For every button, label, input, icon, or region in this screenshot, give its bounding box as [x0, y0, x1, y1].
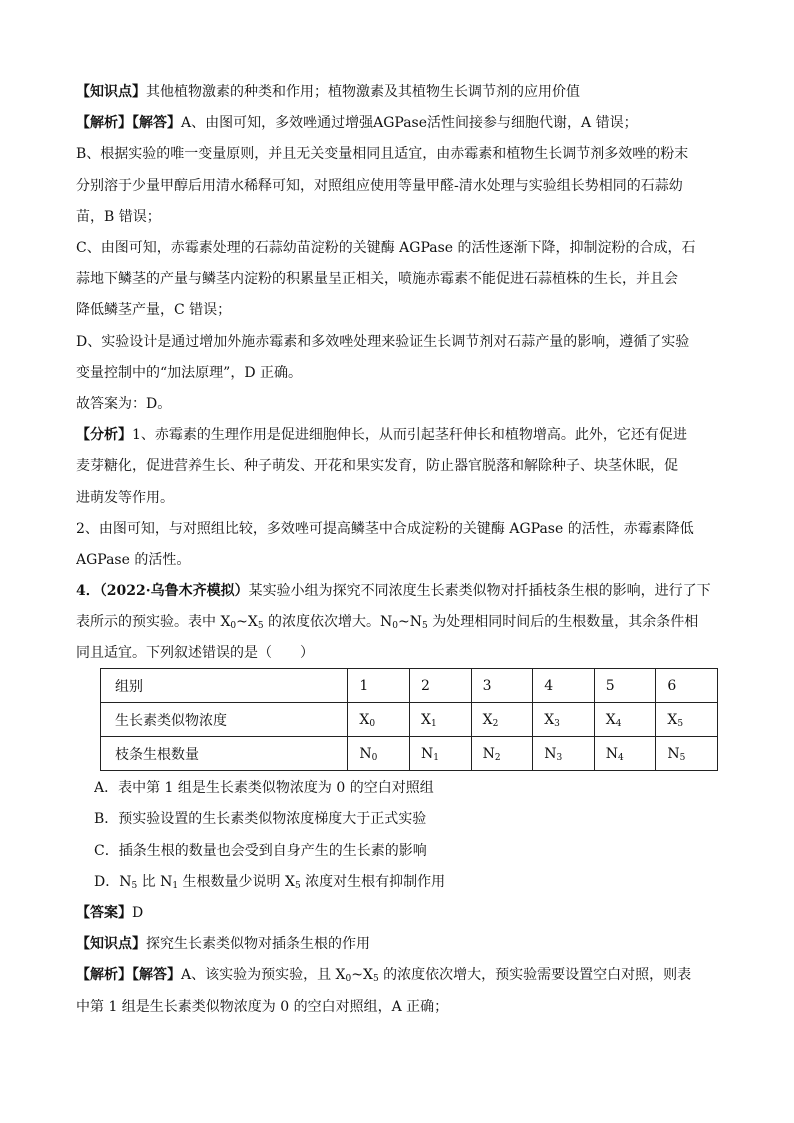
- cell-letter: N: [482, 745, 495, 762]
- cell-sub: 0: [369, 718, 376, 729]
- cell-letter: N: [667, 745, 680, 762]
- answer-line: [76, 903, 736, 923]
- table-cell: 5: [594, 669, 656, 703]
- analysis-section-line-5: AGPase 的活性。: [76, 552, 191, 568]
- table-cell: [348, 703, 410, 737]
- cell-sub: 5: [679, 752, 686, 763]
- table-cell: 3: [471, 669, 533, 703]
- cell-letter: N: [421, 745, 434, 762]
- analysis-2-text: ~X: [351, 967, 373, 983]
- analysis-c-line-3: 降低鳞茎产量，C 错误；: [76, 302, 232, 318]
- question-number: 4．: [76, 583, 100, 599]
- option-d-text: 比 N: [137, 874, 173, 890]
- stem-text: 为处理相同时间后的生根数量，其余条件相: [427, 614, 699, 630]
- question-source: （2022·乌鲁木齐模拟）: [99, 583, 249, 599]
- option-d-text: 浓度对生根有抑制作用: [300, 874, 446, 890]
- analysis-section-text: 1、赤霉素的生理作用是促进细胞伸长，从而引起茎秆伸长和植物增高。此外，它还有促进: [132, 427, 687, 443]
- question-4-line-2: [76, 612, 736, 632]
- knowledge-point-line: [76, 82, 736, 102]
- table-row-rooting: [101, 737, 718, 771]
- table-cell: [594, 703, 656, 737]
- analysis-2-line-2: 中第 1 组是生长素类似物浓度为 0 的空白对照组，A 正确；: [76, 999, 449, 1015]
- analysis-section-line-1: [76, 425, 736, 445]
- answer-text: D: [132, 905, 144, 921]
- cell-sub: 1: [433, 752, 439, 763]
- question-stem-1: 某实验小组为探究不同浓度生长素类似物对扦插枝条生根的影响，进行了下: [248, 583, 711, 599]
- analysis-d-line-1: D、实验设计是通过增加外施赤霉素和多效唑处理来验证生长调节剂对石蒜产量的影响，遵循了实验: [76, 334, 690, 350]
- stem-text: ~X: [236, 614, 258, 630]
- cell-sub: 2: [494, 752, 501, 763]
- table-cell: [471, 703, 533, 737]
- analysis-2-text: A、该实验为预实验，且 X: [181, 967, 346, 983]
- table-cell: [533, 737, 595, 771]
- option-d-text: 生根数量少说明 X: [178, 874, 295, 890]
- cell-sub: 2: [492, 718, 499, 729]
- stem-text: 表所示的预实验。表中 X: [76, 614, 231, 630]
- analysis-b-line-2: 分别溶于少量甲醇后用清水稀释可知，对照组应使用等量甲醛-清水处理与实验组长势相同的石蒜幼: [76, 178, 683, 194]
- option-d-text: D．N: [94, 874, 132, 890]
- cell-letter: X: [359, 711, 370, 728]
- option-d-sub: 5: [131, 881, 138, 891]
- analysis-c-line-1: C、由图可知，赤霉素处理的石蒜幼苗淀粉的关键酶 AGPase 的活性逐渐下降，抑制淀粉的合成，石: [76, 240, 696, 256]
- table-cell: 4: [533, 669, 595, 703]
- experiment-table: [100, 668, 718, 771]
- analysis-line-a: [76, 113, 736, 133]
- table-cell: [471, 737, 533, 771]
- question-4-line-1: [76, 581, 736, 601]
- analysis-text-a: A、由图可知，多效唑通过增强AGPase活性间接参与细胞代谢，A 错误；: [181, 115, 638, 131]
- table-row-group: [101, 669, 718, 703]
- table-cell: [410, 737, 472, 771]
- knowledge-point-label-2: 【知识点】: [76, 936, 146, 952]
- analysis-section-line-2: 麦芽糖化，促进营养生长、种子萌发、开花和果实发育，防止器官脱落和解除种子、块茎休眠，促: [76, 458, 678, 474]
- analysis-section-label: 【分析】: [76, 427, 132, 443]
- table-cell: [348, 737, 410, 771]
- table-cell: [533, 703, 595, 737]
- cell-letter: X: [482, 711, 493, 728]
- table-row-concentration: [101, 703, 718, 737]
- stem-text: ~N: [398, 614, 423, 630]
- analysis-c-line-2: 蒜地下鳞茎的产量与鳞茎内淀粉的积累量呈正相关，喷施赤霉素不能促进石蒜植株的生长，并且会: [76, 271, 678, 287]
- cell-sub: 3: [556, 752, 563, 763]
- knowledge-point-text-2: 探究生长素类似物对插条生根的作用: [146, 936, 370, 952]
- table-cell: [656, 737, 718, 771]
- analysis-label-2: 【解析】【解答】: [76, 967, 181, 983]
- cell-sub: 1: [430, 718, 437, 729]
- answer-label: 【答案】: [76, 905, 132, 921]
- cell-sub: 4: [615, 718, 622, 729]
- cell-letter: N: [605, 745, 619, 762]
- analysis-d-line-2: 变量控制中的“加法原理”，D 正确。: [76, 365, 302, 381]
- option-c: C．插条生根的数量也会受到自身产生的生长素的影响: [94, 843, 427, 859]
- analysis-label: 【解析】【解答】: [76, 115, 181, 131]
- table-header-concentration: 生长素类似物浓度: [101, 703, 348, 737]
- analysis-2-text: 的浓度依次增大，预实验需要设置空白对照，则表: [378, 967, 692, 983]
- stem-sub: 0: [392, 621, 399, 631]
- stem-sub: 5: [422, 621, 428, 631]
- table-cell: [594, 737, 656, 771]
- cell-letter: X: [421, 711, 431, 728]
- table-cell: 2: [410, 669, 472, 703]
- analysis-section-line-3: 进萌发等作用。: [76, 490, 174, 506]
- table-header-group: 组别: [101, 669, 348, 703]
- analysis-b-line-1: B、根据实验的唯一变量原则，并且无关变量相同且适宜，由赤霉素和植物生长调节剂多效唑的粉末: [76, 146, 689, 162]
- knowledge-point-label: 【知识点】: [76, 84, 146, 100]
- analysis-b-line-3: 苗，B 错误；: [76, 209, 161, 225]
- option-d-sub: 5: [294, 881, 301, 891]
- stem-sub: 0: [230, 621, 237, 631]
- analysis-2-sub: 0: [345, 974, 352, 984]
- cell-sub: 0: [371, 752, 378, 763]
- table-cell: 1: [348, 669, 410, 703]
- cell-letter: N: [359, 745, 372, 762]
- option-d-sub: 1: [172, 881, 179, 891]
- cell-letter: X: [605, 711, 616, 728]
- knowledge-point-text: 其他植物激素的种类和作用；植物激素及其植物生长调节剂的应用价值: [146, 84, 580, 100]
- cell-letter: N: [544, 745, 557, 762]
- option-d: [94, 872, 754, 892]
- analysis-section-line-4: 2、由图可知，与对照组比较，多效唑可提高鳞茎中合成淀粉的关键酶 AGPase 的活性，赤霉素降低: [76, 521, 694, 537]
- answer-conclusion: 故答案为：D。: [76, 396, 172, 412]
- analysis-2-sub: 5: [372, 974, 379, 984]
- cell-letter: X: [667, 711, 678, 728]
- cell-sub: 4: [618, 752, 624, 763]
- stem-sub: 5: [257, 621, 264, 631]
- cell-sub: 5: [677, 718, 684, 729]
- table-cell: 6: [656, 669, 718, 703]
- question-4-line-3: 同且适宜。下列叙述错误的是（ ）: [76, 645, 314, 661]
- table-header-rooting: 枝条生根数量: [101, 737, 348, 771]
- cell-letter: X: [544, 711, 555, 728]
- knowledge-point-line-2: [76, 934, 736, 954]
- analysis-2-line-1: [76, 965, 736, 985]
- option-a: A．表中第 1 组是生长素类似物浓度为 0 的空白对照组: [94, 780, 434, 796]
- stem-text: 的浓度依次增大。N: [263, 614, 393, 630]
- table-cell: [656, 703, 718, 737]
- option-b: B．预实验设置的生长素类似物浓度梯度大于正式实验: [94, 811, 427, 827]
- table-cell: [410, 703, 472, 737]
- cell-sub: 3: [554, 718, 560, 729]
